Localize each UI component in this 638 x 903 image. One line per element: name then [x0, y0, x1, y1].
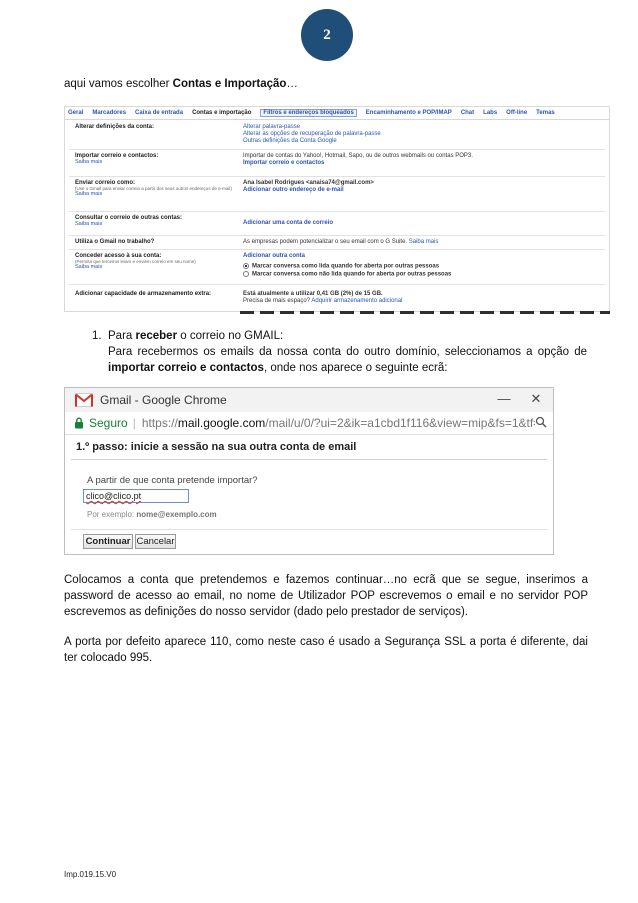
storage-usage: Está atualmente a utilizar 0,41 GB (2%) de 15 GB. [243, 291, 383, 297]
learn-more-link[interactable]: Saiba mais [75, 264, 103, 270]
divider [71, 529, 547, 530]
settings-tab[interactable]: Geral [68, 110, 84, 116]
continue-button[interactable]: Continuar [83, 534, 133, 549]
cancel-button[interactable]: Cancelar [136, 536, 175, 547]
chrome-import-dialog-screenshot [64, 387, 554, 555]
list-number: 1. [92, 330, 102, 342]
gsuite-learn-more-link[interactable]: Saiba mais [408, 239, 439, 245]
lock-icon [74, 417, 84, 429]
settings-tab[interactable]: Labs [483, 110, 498, 116]
page-number-badge: 2 [301, 9, 353, 61]
learn-more-link[interactable]: Saiba mais [75, 221, 103, 227]
setting-row-check-mail: Consultar o correio de outras contas: Saiba mais Adicionar uma conta de correio [69, 212, 605, 236]
setting-row-work: Utiliza o Gmail no trabalho? As empresas podem potencializar o seu email com o G Suite. Saiba mais [69, 236, 605, 250]
add-another-account-link[interactable]: Adicionar outra conta [243, 253, 306, 259]
minimize-icon[interactable]: — [497, 391, 511, 406]
step-title: 1.º passo: inicie a sessão na sua outra conta de email [76, 441, 357, 453]
google-account-settings-link[interactable]: Outras definições da Conta Google [243, 138, 337, 144]
import-question: A partir de que conta pretende importar? [87, 475, 258, 486]
settings-tab[interactable]: Temas [536, 110, 555, 116]
window-titlebar [65, 388, 553, 413]
add-mail-account-link[interactable]: Adicionar uma conta de correio [243, 220, 334, 226]
learn-more-link[interactable]: Saiba mais [75, 159, 103, 165]
window-title: Gmail - Google Chrome [100, 393, 227, 407]
buy-storage-link[interactable]: Adquirir armazenamento adicional [311, 298, 403, 304]
setting-row-import: Importar correio e contactos: Saiba mais Importar de contas do Yahoo!, Hotmail, Sapo, ou de outros webmails ou contas POP3. Importar correio e contactos [69, 150, 605, 177]
settings-tab[interactable]: Filtros e endereços bloqueados [260, 109, 356, 117]
radio-mark-read[interactable] [243, 263, 249, 269]
list-item-lead: Para receber o correio no GMAIL: [108, 330, 284, 342]
settings-tab[interactable]: Caixa de entrada [135, 110, 184, 116]
import-mail-contacts-link[interactable]: Importar correio e contactos [243, 160, 325, 166]
intro-text: aqui vamos escolher Contas e Importação… [64, 78, 298, 90]
import-account-input[interactable]: clico@clico.pt [83, 489, 189, 503]
address-bar[interactable] [65, 412, 553, 435]
send-as-address: Ana Isabel Rodrigues <anaisa74@gmail.com> [243, 180, 374, 186]
add-email-address-link[interactable]: Adicionar outro endereço de e-mail [243, 187, 344, 193]
settings-tab[interactable]: Chat [460, 110, 475, 116]
example-hint: Por exemplo: nome@exemplo.com [87, 510, 217, 519]
paragraph-port-ssl: A porta por defeito aparece 110, como neste caso é usado a Segurança SSL a porta é diferente, dai ter colocado 995. [64, 636, 588, 664]
learn-more-link[interactable]: Saiba mais [75, 191, 103, 197]
recovery-options-link[interactable]: Alterar as opções de recuperação de palavra-passe [243, 131, 381, 137]
divider [71, 459, 547, 460]
crop-edge-decoration [240, 311, 610, 314]
change-password-link[interactable]: Alterar palavra-passe [243, 124, 301, 130]
settings-tab[interactable]: Encaminhamento e POP/IMAP [365, 110, 452, 116]
settings-tab[interactable]: Contas e importação [192, 110, 252, 116]
settings-tab[interactable]: Off-line [506, 110, 528, 116]
secure-label: Seguro [89, 416, 128, 430]
gmail-settings-screenshot [64, 106, 610, 312]
url-text: https://mail.google.com/mail/u/0/?ui=2&ik=a1cbd1f116&view=mip&fs=1&tf= [141, 416, 541, 430]
list-item-body: Para recebermos os emails da nossa conta do outro domínio, seleccionamos a opção de importar correio e contactos, onde nos aparece o seguinte ecrã: [108, 346, 587, 374]
setting-row-send-as: Enviar correio como: (Use o Gmail para enviar correio a partir dos seus outros endereços de e-mail) Saiba mais Ana Isabel Rodrigues <anaisa74@gmail.com> Adicionar outro endereço de e-mail [69, 177, 605, 212]
paragraph-password-pop: Colocamos a conta que pretendemos e fazemos continuar…no ecrã que se segue, inserimos a password de acesso ao email, no nome de Utilizador POP escrevemos o email e no servidor POP escrevemos as definições do nosso servidor (dado pelo prestador de serviços). [64, 574, 588, 618]
zoom-icon[interactable] [535, 416, 547, 428]
setting-row-grant-access: Conceder acesso à sua conta: (Permita que terceiros leiam e enviem correio em seu nome) Saiba mais Adicionar outra conta Marcar conversa como lida quando for aberta por outras pessoas Marcar conversa como não lida quando for aberta por outras pessoas [69, 250, 605, 285]
radio-mark-unread[interactable] [243, 271, 249, 277]
footer-document-code: Imp.019.15.V0 [64, 870, 117, 879]
settings-tab[interactable]: Marcadores [92, 110, 127, 116]
address-separator: | [132, 416, 136, 430]
setting-label: Alterar definições da conta: [75, 124, 155, 130]
settings-tabs [65, 107, 609, 120]
setting-row-account [69, 121, 605, 150]
import-description: Importar de contas do Yahoo!, Hotmail, Sapo, ou de outros webmails ou contas POP3. [243, 153, 473, 159]
setting-row-storage: Adicionar capacidade de armazenamento extra: Está atualmente a utilizar 0,41 GB (2%) de 15 GB. Precisa de mais espaço? Adquirir armazenamento adicional [69, 285, 605, 311]
close-icon[interactable]: ✕ [530, 391, 542, 406]
gsuite-text: As empresas podem potencializar o seu email com o G Suite. [243, 239, 408, 245]
gmail-icon [75, 393, 93, 407]
